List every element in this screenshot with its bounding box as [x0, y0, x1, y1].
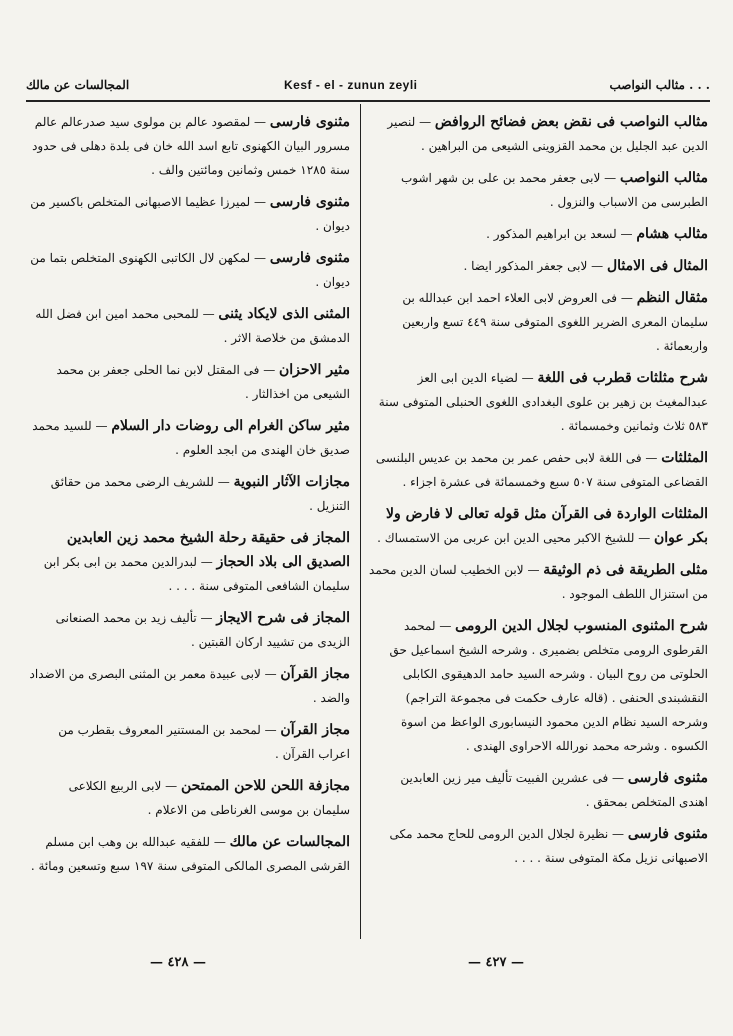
entry-body: لابى الربيع الكلاعى سليمان بن موسى الغرناطى من الاعلام .	[68, 779, 350, 817]
entry-separator: —	[196, 555, 217, 569]
entry-separator: —	[259, 363, 280, 377]
entry-body: للفقيه عبدالله بن وهب ابن مسلم القرشى المصرى المالكى المتوفى سنة ١٩٧ سبع وتسعين ومائة .	[30, 835, 350, 873]
entry	[368, 110, 708, 158]
entry	[28, 774, 350, 822]
entry	[368, 254, 708, 278]
entry-body: تأليف زيد بن محمد الصنعانى الزيدى من تشييد اركان القبتين .	[55, 611, 350, 649]
entry	[28, 246, 350, 294]
entry	[368, 614, 708, 758]
entry	[28, 110, 350, 182]
entry	[28, 526, 350, 598]
entry-separator: —	[250, 195, 270, 209]
entry-separator: —	[161, 779, 181, 793]
header-rule	[26, 100, 710, 102]
entry-body: نظيرة لجلال الدين الرومى للحاج محمد مكى الاصبهانى نزيل مكة المتوفى سنة . . . .	[389, 827, 708, 865]
entry-title: المثلثات الواردة فى القرآن مثل قوله تعالى لا فارض ولا بكر عوان	[386, 506, 708, 546]
entry-separator: —	[634, 531, 655, 545]
header-right-title: مثالب النواصب . . .	[609, 78, 710, 92]
entry-separator: —	[198, 307, 219, 321]
entry-body: لمكهن لال الكاتبى الكهنوى المتخلص بتما من ديوان .	[30, 251, 350, 289]
entry	[368, 766, 708, 814]
entry-separator: —	[587, 259, 607, 273]
entry	[368, 558, 708, 606]
entry-body: لنصير الدين عبد الجليل بن محمد القزوينى الشيعى من البراهين .	[387, 115, 708, 153]
entry-body: لسعد بن ابراهيم المذكور .	[486, 227, 617, 241]
entry-title: المجاز فى حقيقة رحلة الشيخ محمد زين العابدين الصديق الى بلاد الحجاز	[66, 530, 350, 570]
entry	[28, 470, 350, 518]
entry-title: مجازفة اللحن للاحن الممتحن	[180, 778, 350, 794]
header-book-title: Kesf - el - zunun zeyli	[284, 78, 418, 92]
entry-body: لمقصود عالم بن مولوى سيد صدرعالم عالم مسرور البيان الكهنوى تابع اسد الله خان فى بلدة دهلى فى حدود سنة ١٢٨٥ خمس وثمانين ومائتين والف .	[32, 115, 350, 177]
left-column	[28, 110, 350, 940]
entry-separator: —	[616, 227, 637, 241]
entry-body: للشريف الرضى محمد من حقائق التنزيل .	[50, 475, 350, 513]
entry-title: مثنوى فارسى	[269, 194, 350, 210]
entry	[368, 502, 708, 550]
entry	[28, 718, 350, 766]
page-number-left: — ٤٢٨ —	[150, 955, 207, 970]
entry	[368, 366, 708, 438]
entry	[28, 414, 350, 462]
entry-title: مثالب النواصب	[619, 170, 708, 186]
entry-body: فى المقتل لابن نما الحلى جعفر بن محمد الشيعى من اخذالثار .	[56, 363, 350, 401]
entry	[28, 830, 350, 878]
entry-body: فى العروض لابى العلاء احمد ابن عبدالله بن سليمان المعرى الضرير اللغوى المتوفى سنة ٤٤٩ تسع واربعين واربعمائة .	[402, 291, 708, 353]
entry-title: مثنوى فارسى	[627, 770, 708, 786]
entry-title: شرح مثلثات قطرب فى اللغة	[537, 370, 708, 386]
entry-title: مثالب النواصب فى نقض بعض فضائح الروافض	[434, 114, 708, 130]
entry	[28, 302, 350, 350]
entry-body: لميرزا عظيما الاصبهانى المتخلص باكسير من ديوان .	[30, 195, 350, 233]
entry-separator: —	[91, 419, 112, 433]
entry-body: لمحمد القرطوى الرومى متخلص بضميرى . وشرحه الشيخ اسماعيل حق الحلوتى من روح البيان . وشرحه السيد حامد الدهيقوى الكابلى النقشبندى الحنفى . (قاله عارف حكمت فى مجموعة التراجم) وشرحه السيد نظام الدين محمود النيسابورى الواعظ من اسوة الكسوه . وشرحه محمد نورالله الاحراوى الهندى .	[389, 619, 708, 753]
entry-separator: —	[250, 115, 270, 129]
entry	[368, 222, 708, 246]
entry-separator: —	[600, 171, 620, 185]
entry-title: المثنى الذى لايكاد يثنى	[218, 306, 350, 322]
entry-title: مجاز القرآن	[280, 722, 350, 738]
entry-body: للسيد محمد صديق خان الهندى من ابجد العلوم .	[32, 419, 350, 457]
entry-body: لبدرالدين محمد بن ابى بكر ابن سليمان الشافعى المتوفى سنة . . . .	[43, 555, 350, 593]
entry-title: المجاز فى شرح الايجاز	[216, 610, 350, 626]
right-column	[368, 110, 708, 940]
entry-separator: —	[210, 835, 230, 849]
entry-title: شرح المثنوى المنسوب لجلال الدين الرومى	[455, 618, 708, 634]
entry-body: لضياء الدين ابى العز عبدالمغيث بن زهير بن علوى البغدادى اللغوى الحنبلى المتوفى سنة ٥٨٣ ثلاث وثمانين وخمسمائة .	[378, 371, 708, 433]
entry-separator: —	[523, 563, 544, 577]
page-header	[26, 78, 710, 100]
entry-title: مثير ساكن الغرام الى روضات دار السلام	[111, 418, 350, 434]
entry-title: مثنوى فارسى	[269, 114, 350, 130]
entry-title: مثير الاحزان	[279, 362, 350, 378]
entry-separator: —	[196, 611, 217, 625]
entry-body: لابن الخطيب لسان الدين محمد من استنزال اللطف الموجود .	[369, 563, 708, 601]
entry	[28, 190, 350, 238]
entry	[368, 166, 708, 214]
entry	[368, 286, 708, 358]
entry-title: مجازات الآثار النبوية	[233, 474, 350, 490]
entry-title: المثلثات	[661, 450, 708, 466]
entry-title: مثالب هشام	[636, 226, 708, 242]
entry-separator: —	[608, 827, 628, 841]
entry-title: المثال فى الامثال	[606, 258, 708, 274]
entry	[368, 822, 708, 870]
entry-separator: —	[250, 251, 270, 265]
entry-title: المجالسات عن مالك	[229, 834, 350, 850]
entry-separator: —	[641, 451, 662, 465]
entry-title: مثقال النظم	[636, 290, 708, 306]
entry-body: لابى عبيدة معمر بن المثنى البصرى من الاضداد والضد .	[29, 667, 350, 705]
column-divider	[360, 104, 361, 939]
entry-separator: —	[617, 291, 637, 305]
entry-separator: —	[608, 771, 628, 785]
entry-separator: —	[260, 667, 281, 681]
entry-title: مثنوى فارسى	[627, 826, 708, 842]
entry-separator: —	[435, 619, 456, 633]
entry-separator: —	[213, 475, 234, 489]
header-left-title: المجالسات عن مالك	[26, 78, 130, 92]
entry-body: لابى جعفر المذكور ايضا .	[463, 259, 588, 273]
entry	[28, 662, 350, 710]
entry-title: مثنوى فارسى	[269, 250, 350, 266]
entry-body: فى اللغة لابى حفص عمر بن محمد بن عديس البلنسى القضاعى المتوفى سنة ٥٠٧ سبع وخمسمائة فى عشرة اجزاء .	[375, 451, 708, 489]
entry	[28, 606, 350, 654]
page-number-right: — ٤٢٧ —	[468, 955, 525, 970]
entry-title: مجاز القرآن	[280, 666, 350, 682]
entry-body: لمحمد بن المستنير المعروف بقطرب من اعراب القرآن .	[58, 723, 350, 761]
entry	[368, 446, 708, 494]
entry-body: للشيخ الاكبر محيى الدين ابن عربى من الاستمساك .	[377, 531, 635, 545]
entry	[28, 358, 350, 406]
entry-body: لابى جعفر محمد بن على بن شهر اشوب الطبرسى من الاسباب والنزول .	[400, 171, 708, 209]
entry-separator: —	[260, 723, 281, 737]
entry-separator: —	[415, 115, 435, 129]
entry-separator: —	[517, 371, 538, 385]
entry-body: فى عشرين الفبيت تأليف مير زين العابدين اهندى المتخلص بمحقق .	[400, 771, 708, 809]
entry-body: للمحبى محمد امين ابن فضل الله الدمشق من خلاصة الاثر .	[35, 307, 350, 345]
entry-title: مثلى الطريقة فى ذم الوثيقة	[543, 562, 708, 578]
